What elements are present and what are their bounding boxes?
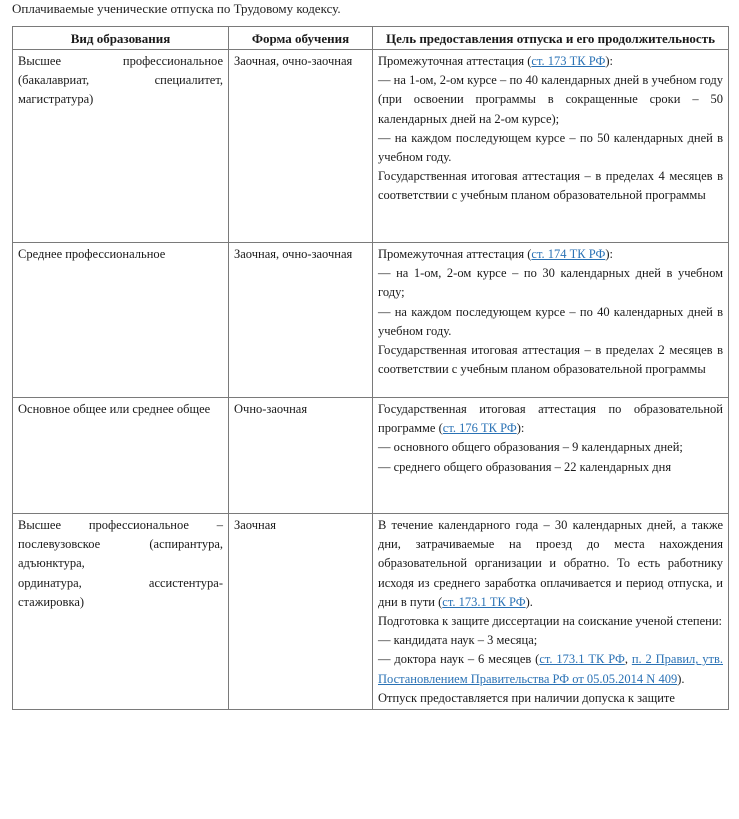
table-row (13, 243, 729, 398)
law-link-173[interactable]: ст. 173 ТК РФ (531, 54, 606, 68)
education-type-text: ординатура, ассистентура-стажировка) (18, 575, 223, 609)
header-leave-purpose: Цель предоставления отпуска и его продолжительность (373, 27, 729, 50)
purpose-text: В течение календарного года – 30 календарных дней, а также дни, затрачиваемые на проезд до места нахождения образовательной организации и обратно. То есть работнику исходя из среднего заработка оплачивается и период отпуска, и дни в пути ( (378, 518, 723, 609)
cell-study-form: Заочная, очно-заочная (229, 243, 373, 398)
purpose-line: — на каждом последующем курсе – по 40 календарных дней в учебном году. (378, 304, 723, 338)
cell-leave-purpose (373, 50, 729, 243)
purpose-line: — на 1-ом, 2-ом курсе – по 40 календарных дней в учебном году (при освоении программы в сокращенные сроки – 50 календарных дней на 2-ом курсе); (378, 73, 723, 126)
cell-leave-purpose (373, 243, 729, 398)
purpose-text: — доктора наук – 6 месяцев ( (378, 652, 540, 667)
cell-study-form: Очно-заочная (229, 398, 373, 514)
cell-study-form: Заочная, очно-заочная (229, 50, 373, 243)
cell-education-type: Основное общее или среднее общее (13, 398, 229, 514)
cell-education-type: Высшее профессиональное (бакалавриат, специалитет, магистратура) (13, 50, 229, 243)
law-link-176[interactable]: ст. 176 ТК РФ (442, 421, 517, 436)
cell-leave-purpose (373, 514, 729, 710)
table-row (13, 398, 729, 514)
purpose-line: Отпуск предоставляется при наличии допуска к защите (378, 690, 675, 705)
table-caption: Оплачиваемые ученические отпуска по Трудовому кодексу. (12, 1, 341, 16)
header-education-type: Вид образования (13, 27, 229, 50)
cell-education-type (13, 514, 229, 710)
cell-education-type: Среднее профессиональное (13, 243, 229, 398)
law-link-173-1[interactable]: ст. 173.1 ТК РФ (442, 594, 526, 609)
purpose-line: — на 1-ом, 2-ом курсе – по 30 календарных дней в учебном году; (378, 266, 723, 300)
study-leave-table (12, 26, 729, 710)
law-link-government-rules[interactable]: п. 2 Правил, утв. Постановлением Правительства РФ от 05.05.2014 N 409 (378, 652, 723, 686)
purpose-line: — основного общего образования – 9 календарных дней; (378, 440, 683, 455)
purpose-line (378, 650, 723, 688)
law-link-174[interactable]: ст. 174 ТК РФ (531, 247, 606, 261)
purpose-line: — среднего общего образования – 22 календарных дня (378, 459, 672, 474)
table-header-row (13, 27, 729, 50)
table-row (13, 50, 729, 243)
purpose-text: Промежуточная аттестация ( (378, 54, 532, 68)
purpose-text: Промежуточная аттестация ( (378, 247, 532, 261)
purpose-text: ): (516, 421, 525, 436)
purpose-line: Государственная итоговая аттестация – в пределах 2 месяцев в соответствии с учебным планом образовательной программы (378, 343, 723, 377)
purpose-text: Государственная итоговая аттестация по образовательной программе ( (378, 402, 723, 436)
purpose-text: ). (677, 671, 685, 686)
purpose-line (378, 400, 723, 438)
purpose-text: ). (525, 594, 533, 609)
header-study-form: Форма обучения (229, 27, 373, 50)
purpose-text: ): (605, 54, 613, 68)
education-type-text: Высшее профессиональное – послевузовское (аспирантура, адъюнктура, (18, 518, 223, 571)
purpose-line: Подготовка к защите диссертации на соискание ученой степени: (378, 614, 722, 629)
purpose-line (378, 52, 723, 71)
law-link-173-1-second[interactable]: ст. 173.1 ТК РФ (539, 652, 625, 667)
purpose-text: ): (605, 247, 613, 261)
cell-study-form: Заочная (229, 514, 373, 710)
purpose-line (378, 516, 723, 612)
purpose-line (378, 245, 723, 264)
purpose-line: — кандидата наук – 3 месяца; (378, 633, 538, 648)
purpose-text: , (624, 652, 632, 667)
table-row (13, 514, 729, 710)
purpose-line: Государственная итоговая аттестация – в пределах 4 месяцев в соответствии с учебным планом образовательной программы (378, 169, 723, 203)
cell-leave-purpose (373, 398, 729, 514)
purpose-line: — на каждом последующем курсе – по 50 календарных дней в учебном году. (378, 130, 723, 165)
